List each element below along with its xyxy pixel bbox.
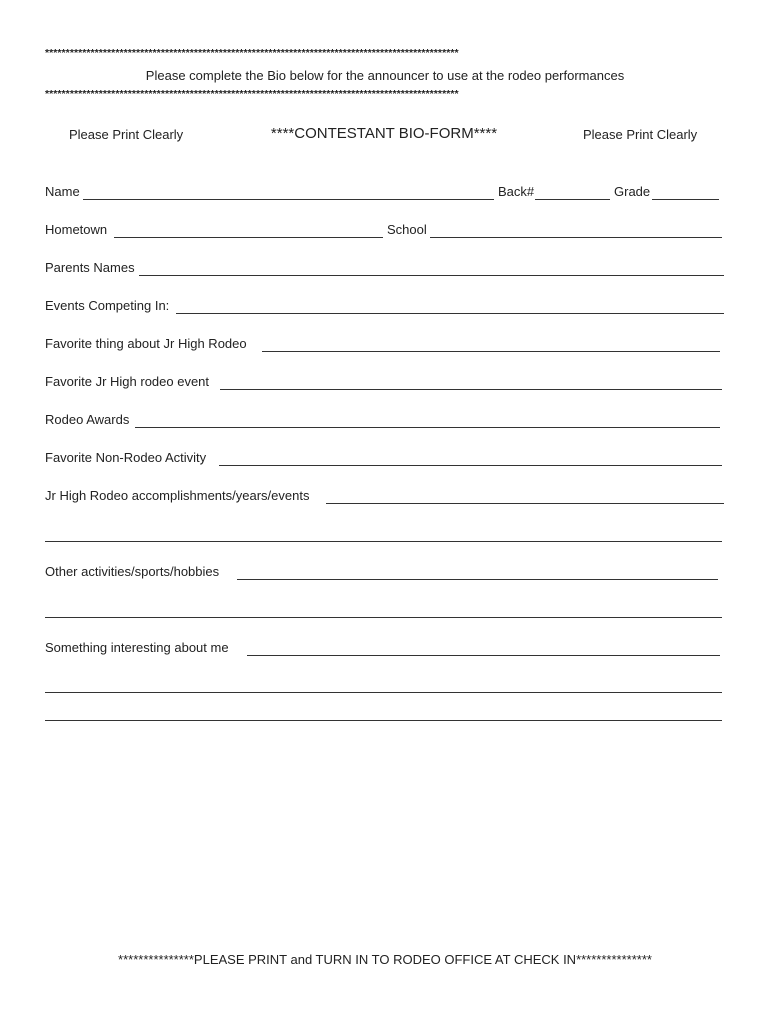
favorite-event-label: Favorite Jr High rodeo event: [45, 374, 210, 389]
rodeo-awards-field[interactable]: [135, 427, 720, 428]
non-rodeo-activity-field[interactable]: [219, 465, 722, 466]
back-number-label: Back#: [498, 184, 535, 199]
parents-names-field[interactable]: [139, 275, 724, 276]
accomplishments-field[interactable]: [326, 503, 724, 504]
non-rodeo-activity-label: Favorite Non-Rodeo Activity: [45, 450, 207, 465]
school-field[interactable]: [430, 237, 722, 238]
school-label: School: [387, 222, 427, 237]
print-clearly-right: Please Print Clearly: [583, 127, 698, 142]
interesting-field[interactable]: [247, 655, 720, 656]
star-border-bottom: ****************************************************************************************************: [45, 88, 459, 100]
other-activities-label: Other activities/sports/hobbies: [45, 564, 220, 579]
grade-label: Grade: [614, 184, 651, 199]
accomplishments-label: Jr High Rodeo accomplishments/years/events: [45, 488, 310, 503]
print-clearly-left: Please Print Clearly: [69, 127, 184, 142]
interesting-field-line-2[interactable]: [45, 692, 722, 693]
name-field[interactable]: [83, 199, 494, 200]
favorite-thing-label: Favorite thing about Jr High Rodeo: [45, 336, 247, 351]
favorite-thing-field[interactable]: [262, 351, 720, 352]
rodeo-awards-label: Rodeo Awards: [45, 412, 130, 427]
footer-instruction: ***************PLEASE PRINT and TURN IN TO RODEO OFFICE AT CHECK IN***************: [118, 952, 652, 967]
favorite-event-field[interactable]: [220, 389, 722, 390]
events-competing-label: Events Competing In:: [45, 298, 170, 313]
other-activities-field-line-2[interactable]: [45, 617, 722, 618]
star-border-top: ****************************************************************************************************: [45, 47, 459, 59]
other-activities-field[interactable]: [237, 579, 718, 580]
accomplishments-field-line-2[interactable]: [45, 541, 722, 542]
parents-names-label: Parents Names: [45, 260, 135, 275]
hometown-label: Hometown: [45, 222, 108, 237]
back-number-field[interactable]: [535, 199, 610, 200]
events-competing-field[interactable]: [176, 313, 724, 314]
name-label: Name: [45, 184, 80, 199]
interesting-field-line-3[interactable]: [45, 720, 722, 721]
grade-field[interactable]: [652, 199, 719, 200]
hometown-field[interactable]: [114, 237, 383, 238]
interesting-label: Something interesting about me: [45, 640, 229, 655]
intro-text: Please complete the Bio below for the announcer to use at the rodeo performances: [145, 68, 625, 83]
form-title: ****CONTESTANT BIO-FORM****: [270, 125, 498, 142]
